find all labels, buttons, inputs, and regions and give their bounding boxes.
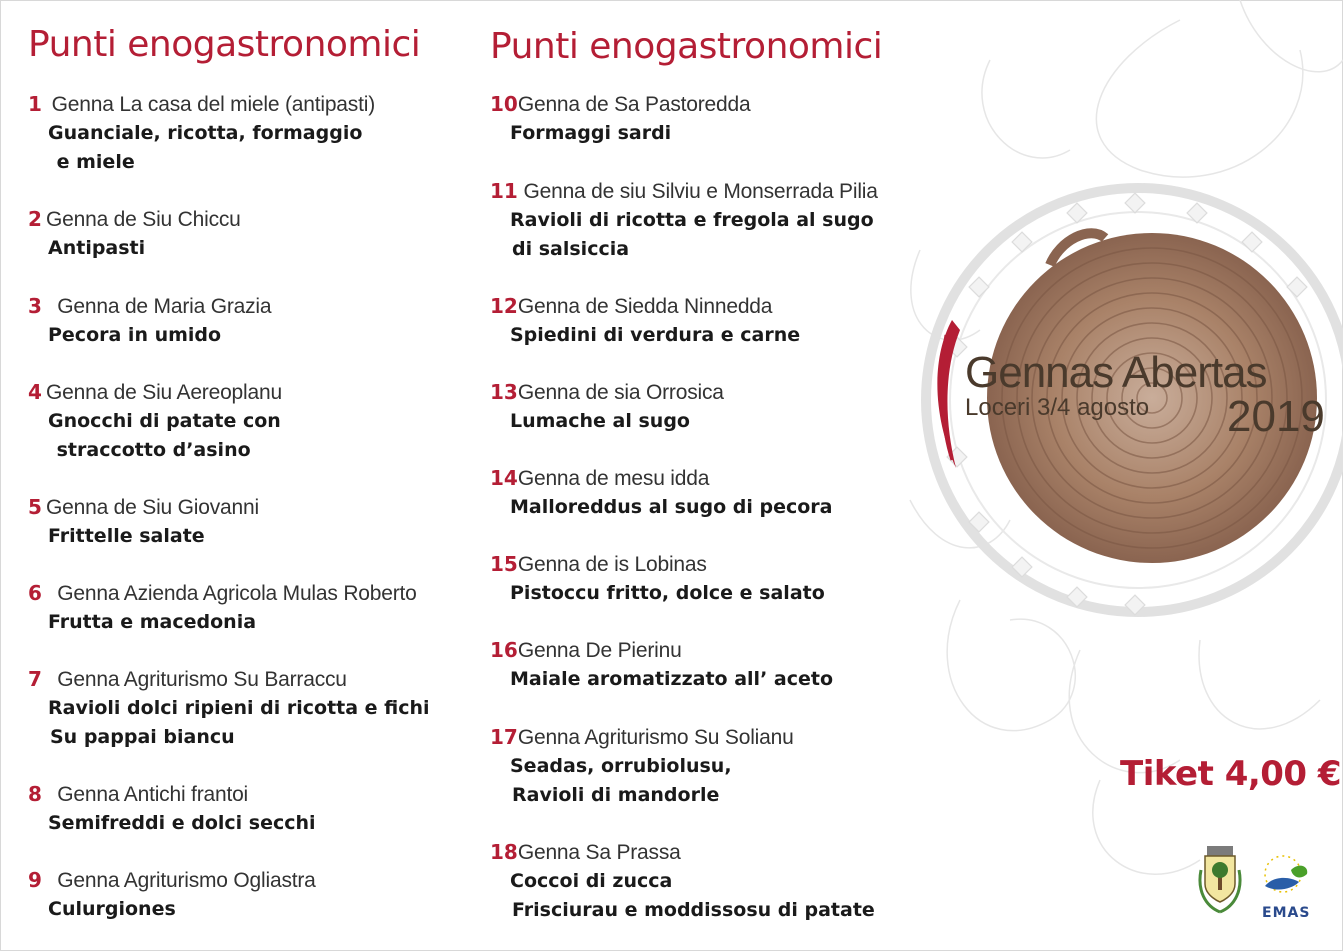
entry-dish: Formaggi sardi xyxy=(510,122,672,144)
entry-dish: Frutta e macedonia xyxy=(48,611,257,633)
entry-dish: Su pappai biancu xyxy=(50,726,235,748)
entry-venue-name: Genna De Pierinu xyxy=(517,639,682,662)
entry-header xyxy=(28,780,488,809)
entry-number: 13 xyxy=(490,380,518,404)
entry-venue-name: Genna Azienda Agricola Mulas Roberto xyxy=(46,582,417,605)
event-place-date: Loceri 3/4 agosto xyxy=(965,394,1150,421)
entry-dish: Maiale aromatizzato all’ aceto xyxy=(510,668,834,690)
entry-number: 3 xyxy=(28,294,42,318)
section-heading: Punti enogastronomici xyxy=(28,24,421,65)
event-title: Gennas Abertas xyxy=(965,348,1267,397)
entry-number: 17 xyxy=(490,725,518,749)
entry-venue-name: Genna de sia Orrosica xyxy=(517,381,724,404)
menu-entry xyxy=(490,723,950,810)
entry-header xyxy=(28,292,488,321)
entry-venue-name: Genna Agriturismo Su Barraccu xyxy=(46,668,347,691)
municipal-crest-icon xyxy=(1200,846,1240,912)
entry-dish: Culurgiones xyxy=(48,898,176,920)
entry-number: 15 xyxy=(490,552,518,576)
menu-entry xyxy=(490,292,950,350)
entry-dish: Antipasti xyxy=(48,237,146,259)
entry-header xyxy=(490,838,950,867)
event-year: 2019 xyxy=(1227,392,1325,441)
entry-header xyxy=(490,378,950,407)
entry-venue-name: Genna de Maria Grazia xyxy=(46,295,272,318)
entry-dish: Semifreddi e dolci secchi xyxy=(48,812,316,834)
menu-entry xyxy=(28,780,488,838)
entry-header xyxy=(490,550,950,579)
entry-header xyxy=(28,866,488,895)
menu-entry xyxy=(490,838,950,925)
menu-entry xyxy=(28,493,488,551)
menu-entry xyxy=(490,90,950,148)
entry-venue-name: Genna Agriturismo Su Solianu xyxy=(517,726,794,749)
section-heading: Punti enogastronomici xyxy=(490,26,883,67)
entry-number: 5 xyxy=(28,495,42,519)
menu-entry xyxy=(490,378,950,436)
menu-entry xyxy=(490,177,950,264)
entry-dish: e miele xyxy=(50,151,135,173)
menu-entry xyxy=(28,378,488,465)
entry-dish: Lumache al sugo xyxy=(510,410,690,432)
entry-number: 18 xyxy=(490,840,518,864)
entry-dish: Seadas, orrubiolusu, xyxy=(510,755,732,777)
entry-number: 6 xyxy=(28,581,42,605)
menu-entry xyxy=(28,90,488,177)
entry-number: 11 xyxy=(490,179,518,203)
entry-header xyxy=(490,90,950,119)
entry-dish: Pecora in umido xyxy=(48,324,222,346)
entry-header xyxy=(490,723,950,752)
entry-dish: Ravioli dolci ripieni di ricotta e fichi xyxy=(48,697,430,719)
emas-label: EMAS xyxy=(1262,905,1311,921)
entry-header xyxy=(490,292,950,321)
entry-venue-name: Genna de Siu Chiccu xyxy=(46,208,241,231)
entry-venue-name: Genna de mesu idda xyxy=(517,467,710,490)
entry-dish: Frisciurau e moddissosu di patate xyxy=(512,899,875,921)
entry-dish: di salsiccia xyxy=(512,238,630,260)
entry-venue-name: Genna de Siu Giovanni xyxy=(46,496,259,519)
entry-dish: straccotto d’asino xyxy=(50,439,251,461)
entry-dish: Malloreddus al sugo di pecora xyxy=(510,496,833,518)
menu-entry xyxy=(28,205,488,263)
entry-venue-name: Genna La casa del miele (antipasti) xyxy=(46,93,375,116)
entry-number: 1 xyxy=(28,92,42,116)
entry-venue-name: Genna de Sa Pastoredda xyxy=(517,93,751,116)
entry-number: 8 xyxy=(28,782,42,806)
entry-header xyxy=(490,177,950,206)
menu-entry xyxy=(28,292,488,350)
entry-dish: Ravioli di mandorle xyxy=(512,784,720,806)
entry-number: 7 xyxy=(28,667,42,691)
entry-number: 2 xyxy=(28,207,42,231)
basket-illustration xyxy=(900,0,1343,951)
entry-venue-name: Genna de is Lobinas xyxy=(517,553,707,576)
entry-header xyxy=(490,464,950,493)
entry-number: 10 xyxy=(490,92,518,116)
entry-number: 4 xyxy=(28,380,42,404)
entry-dish: Pistoccu fritto, dolce e salato xyxy=(510,582,825,604)
entry-venue-name: Genna de Siu Aereoplanu xyxy=(46,381,282,404)
entry-venue-name: Genna Agriturismo Ogliastra xyxy=(46,869,316,892)
emas-eco-logo-icon xyxy=(1265,856,1307,892)
entry-number: 9 xyxy=(28,868,42,892)
entry-header xyxy=(28,665,488,694)
entry-header xyxy=(28,90,488,119)
menu-entry xyxy=(490,464,950,522)
entry-dish: Gnocchi di patate con xyxy=(48,410,281,432)
entry-header xyxy=(28,493,488,522)
entry-venue-name: Genna Antichi frantoi xyxy=(46,783,249,806)
menu-entry xyxy=(28,866,488,924)
entry-dish: Coccoi di zucca xyxy=(510,870,673,892)
menu-entry xyxy=(490,636,950,694)
menu-entry xyxy=(28,579,488,637)
ticket-price: Tiket 4,00 € xyxy=(1120,754,1342,794)
entry-number: 14 xyxy=(490,466,518,490)
entry-number: 16 xyxy=(490,638,518,662)
entry-dish: Ravioli di ricotta e fregola al sugo xyxy=(510,209,874,231)
entry-dish: Guanciale, ricotta, formaggio xyxy=(48,122,363,144)
entry-venue-name: Genna Sa Prassa xyxy=(517,841,681,864)
entry-header xyxy=(28,378,488,407)
entry-venue-name: Genna de siu Silviu e Monserrada Pilia xyxy=(517,180,878,203)
entry-venue-name: Genna de Siedda Ninnedda xyxy=(517,295,773,318)
entry-header xyxy=(490,636,950,665)
entry-header xyxy=(28,579,488,608)
entry-dish: Spiedini di verdura e carne xyxy=(510,324,801,346)
entry-number: 12 xyxy=(490,294,518,318)
entry-dish: Frittelle salate xyxy=(48,525,205,547)
menu-entry xyxy=(490,550,950,608)
entry-header xyxy=(28,205,488,234)
menu-entry xyxy=(28,665,488,752)
